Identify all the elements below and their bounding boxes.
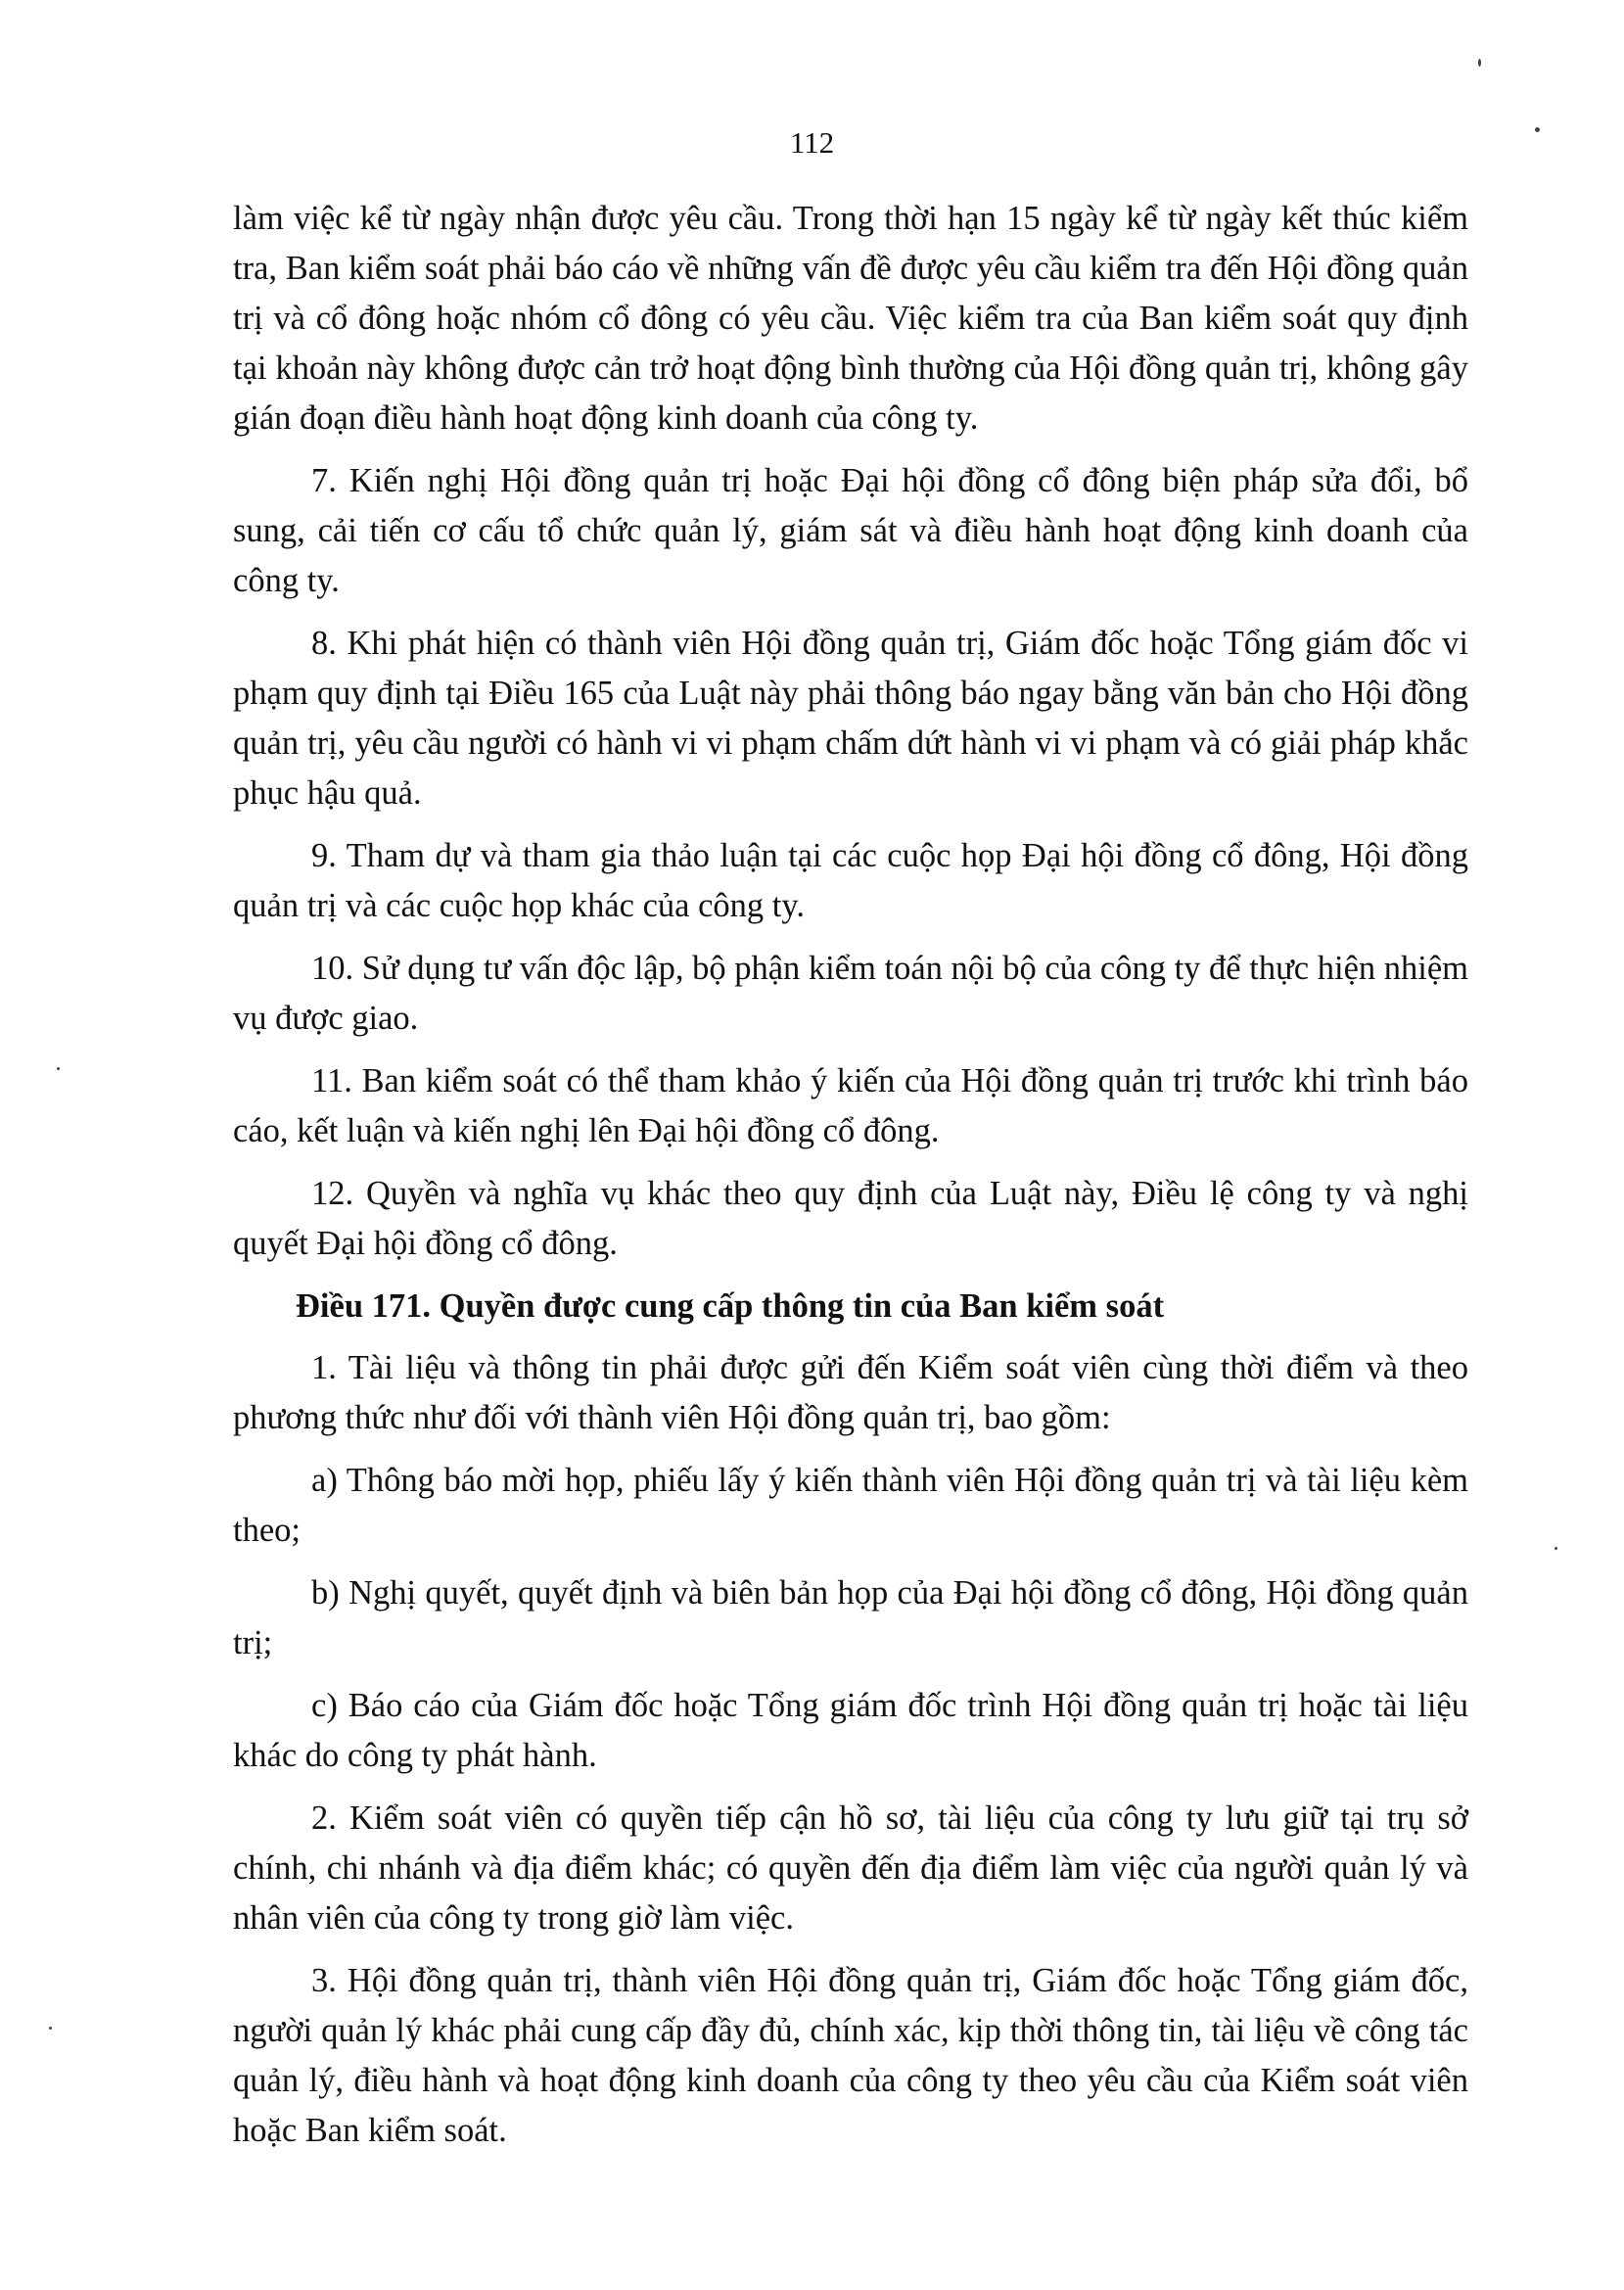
article-171-clause-2: 2. Kiểm soát viên có quyền tiếp cận hồ sơ, tài liệu của công ty lưu giữ tại trụ sở chính, chi nhánh và địa điểm khác; có quyền đến địa điểm làm việc của người quản lý và nhân viên của công ty trong giờ làm việc. xyxy=(233,1799,1468,1937)
article-171-heading: Điều 171. Quyền được cung cấp thông tin của Ban kiểm soát xyxy=(296,1287,1165,1325)
article-171-clause-3: 3. Hội đồng quản trị, thành viên Hội đồng quản trị, Giám đốc hoặc Tổng giám đốc, người quản lý khác phải cung cấp đầy đủ, chính xác, kịp thời thông tin, tài liệu về công tác quản lý, điều hành và hoạt động kinh doanh của công ty theo yêu cầu của Kiểm soát viên hoặc Ban kiểm soát. xyxy=(233,1962,1468,2149)
clause-7: 7. Kiến nghị Hội đồng quản trị hoặc Đại hội đồng cổ đông biện pháp sửa đổi, bổ sung, cải tiến cơ cấu tổ chức quản lý, giám sát và điều hành hoạt động kinh doanh của công ty. xyxy=(233,462,1468,599)
article-171-clause-1a: a) Thông báo mời họp, phiếu lấy ý kiến thành viên Hội đồng quản trị và tài liệu kèm theo; xyxy=(233,1462,1468,1549)
clause-10: 10. Sử dụng tư vấn độc lập, bộ phận kiểm toán nội bộ của công ty để thực hiện nhiệm vụ được giao. xyxy=(233,950,1468,1037)
article-171-clause-1b: b) Nghị quyết, quyết định và biên bản họp của Đại hội đồng cổ đông, Hội đồng quản trị; xyxy=(233,1574,1468,1661)
article-171-clause-1c: c) Báo cáo của Giám đốc hoặc Tổng giám đốc trình Hội đồng quản trị hoặc tài liệu khác do công ty phát hành. xyxy=(233,1687,1468,1774)
article-171-clause-1: 1. Tài liệu và thông tin phải được gửi đến Kiểm soát viên cùng thời điểm và theo phương thức như đối với thành viên Hội đồng quản trị, bao gồm: xyxy=(233,1349,1468,1436)
scan-speck xyxy=(1478,59,1481,67)
paragraph-continuation: làm việc kể từ ngày nhận được yêu cầu. Trong thời hạn 15 ngày kể từ ngày kết thúc kiểm tra, Ban kiểm soát phải báo cáo về những vấn đề được yêu cầu kiểm tra đến Hội đồng quản trị và cổ đông hoặc nhóm cổ đông có yêu cầu. Việc kiểm tra của Ban kiểm soát quy định tại khoản này không được cản trở hoạt động bình thường của Hội đồng quản trị, không gây gián đoạn điều hành hoạt động kinh doanh của công ty. xyxy=(233,200,1468,437)
clause-8: 8. Khi phát hiện có thành viên Hội đồng quản trị, Giám đốc hoặc Tổng giám đốc vi phạm quy định tại Điều 165 của Luật này phải thông báo ngay bằng văn bản cho Hội đồng quản trị, yêu cầu người có hành vi vi phạm chấm dứt hành vi vi phạm và có giải pháp khắc phục hậu quả. xyxy=(233,625,1468,812)
clause-11: 11. Ban kiểm soát có thể tham khảo ý kiến của Hội đồng quản trị trước khi trình báo cáo, kết luận và kiến nghị lên Đại hội đồng cổ đông. xyxy=(233,1062,1468,1149)
scan-speck xyxy=(1554,1547,1557,1550)
scan-speck xyxy=(1535,127,1540,132)
scan-speck xyxy=(49,2027,52,2030)
page-number: 112 xyxy=(789,125,835,160)
clause-12: 12. Quyền và nghĩa vụ khác theo quy định của Luật này, Điều lệ công ty và nghị quyết Đại hội đồng cổ đông. xyxy=(233,1175,1468,1262)
clause-9: 9. Tham dự và tham gia thảo luận tại các cuộc họp Đại hội đồng cổ đông, Hội đồng quản trị và các cuộc họp khác của công ty. xyxy=(233,837,1468,924)
document-body xyxy=(233,194,1468,2169)
scan-speck xyxy=(57,1067,60,1070)
